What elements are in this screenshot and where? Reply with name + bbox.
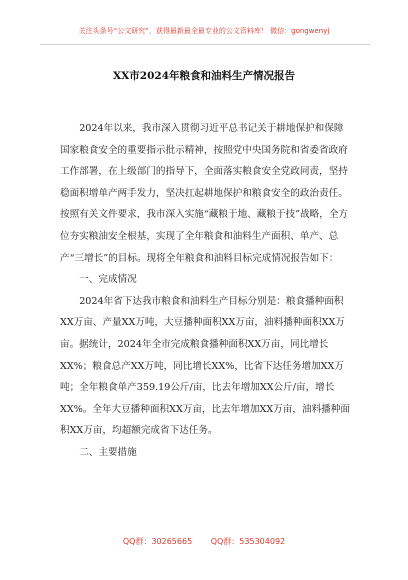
header-divider (40, 44, 370, 45)
completion-paragraph: 2024年省下达我市粮食和油料生产目标分别是：粮食播种面积XX万亩、产量XX万吨，大豆播种面积XX万亩，油料播种面积XX万亩。据统计，2024年全市完成粮食播种面积XX万亩，同比增长XX%；粮食总产XX万吨，同比增长XX%，比省下达任务增加XX万吨；全年粮食单产359.19公斤/亩，比去年增加XX公斤/亩，增长XX%。全年大豆播种面积XX万亩，比去年增加XX万亩，油料播种面积XX万亩，均超额完成省下达任务。 (60, 295, 350, 437)
intro-paragraph: 2024年以来，我市深入贯彻习近平总书记关于耕地保护和保障国家粮食安全的重要指示批示精神，按照党中央国务院和省委省政府工作部署，在上级部门的指导下，全面落实粮食安全党政同责，坚持稳面积增单产两手发力，坚决扛起耕地保护和粮食安全的政治责任。按照有关文件要求，我市深入实施“藏粮于地、藏粮于技”战略，全方位夯实粮油安全根基，实现了全年粮食和油料生产面积、单产、总产“三增长”的目标。现将全年粮食和油料目标完成情况报告如下： (60, 123, 349, 264)
document-body (60, 118, 350, 464)
section-heading-measures: 二、主要措施 (79, 446, 137, 458)
section-heading-completion: 一、完成情况 (79, 274, 137, 286)
document-title: XX市2024年粮食和油料生产情况报告 (112, 70, 296, 82)
footer-qq-group-1: QQ群：30265665 (122, 537, 193, 546)
footer-qq-groups (0, 536, 408, 547)
footer-qq-group-2: QQ群：535304092 (210, 537, 286, 546)
header-promo-note: 关注头条号“公文研究”，获得最新最全最专业的公文资料库！ 微信：gongwenyj (78, 27, 330, 35)
